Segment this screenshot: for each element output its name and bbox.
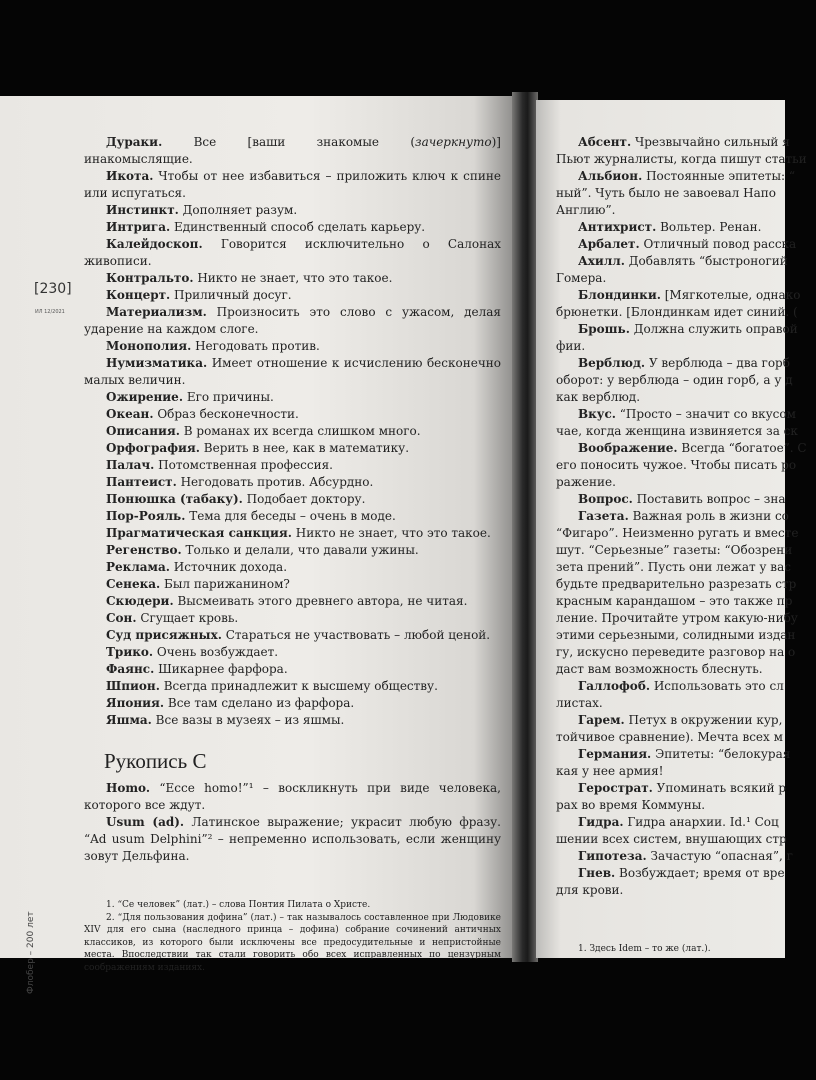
entry-term: Нумизматика. [106,356,208,370]
entry-text: Приличный досуг. [170,288,292,302]
dictionary-entry [556,355,816,372]
entry-text: Шикарнее фарфора. [154,662,288,676]
entry-text: Использовать это сл [650,679,784,693]
dictionary-entry [84,423,501,440]
right-page [536,100,807,958]
entry-text: Тема для беседы – очень в моде. [185,509,396,523]
dictionary-entry [84,270,501,287]
entry-term: Homo. [106,781,151,795]
dictionary-entry [84,593,501,610]
entry-text: Отличный повод расска [639,237,797,251]
dictionary-entry [556,882,816,899]
entry-term: Гарем. [578,713,625,727]
dictionary-entry [84,219,501,236]
entry-text: даст вам возможность блеснуть. [556,662,763,676]
dictionary-entry [84,661,501,678]
entry-text: В романах их всегда слишком много. [179,424,421,438]
dictionary-entry [556,593,816,610]
footnote: 1. Здесь Idem – то же (лат.). [578,944,711,954]
dictionary-entry [556,389,816,406]
entry-text: Источник дохода. [169,560,288,574]
dictionary-entry [84,542,501,559]
entry-term: Газета. [578,509,629,523]
entry-term: Суд присяжных. [106,628,222,642]
entry-text: Верить в нее, как в математику. [199,441,410,455]
entry-text: Всегда принадлежит к высшему обществу. [159,679,438,693]
entry-text: Негодовать против. Абсурдно. [176,475,374,489]
entry-text: Важная роль в жизни со [628,509,789,523]
entry-text: “Ecce homo!”¹ – воскликнуть при виде человека, которого все ждут. [84,781,501,812]
dictionary-entry [556,542,816,559]
dictionary-entry [556,644,816,661]
dictionary-entry [556,508,816,525]
entry-text: “Просто – значит со вкусом [615,407,796,421]
entry-term: Икота. [106,169,154,183]
entry-term: Прагматическая санкция. [106,526,292,540]
dictionary-entry [84,457,501,474]
entry-text: “Фигаро”. Неизменно ругать и вместе [556,526,799,540]
entry-text: гу, искусно переведите разговор на о [556,645,796,659]
entry-text: кая у нее армия! [556,764,664,778]
entry-term: Арбалет. [578,237,640,251]
entry-text: Петух в окружении кур, [624,713,783,727]
dictionary-entry [84,440,501,457]
entry-text: брюнетки. [Блондинкам идет синий. ( [556,305,798,319]
entry-text: шут. “Серьезные” газеты: “Обозрени [556,543,793,557]
entry-text: Дополняет разум. [178,203,298,217]
entry-term: Альбион. [578,169,643,183]
dictionary-entry [84,780,501,814]
entry-term: Сон. [106,611,137,625]
entry-text: Был парижанином? [160,577,290,591]
dictionary-entry [556,695,816,712]
footnotes [84,899,501,974]
dictionary-entry [84,695,501,712]
dictionary-entry [556,270,816,287]
entry-text: фии. [556,339,586,353]
section-entries [84,780,501,865]
entry-text: Всегда “богатое”. С [677,441,807,455]
dictionary-entry [556,287,816,304]
entry-text: Говорится исключительно о Салонах живописи. [84,237,501,268]
dictionary-entry [556,661,816,678]
dictionary-entry [84,202,501,219]
dictionary-entry [556,406,816,423]
dictionary-entry [84,287,501,304]
entry-text: ление. Прочитайте утром какую-нибу [556,611,798,625]
entry-term: Орфография. [106,441,200,455]
entry-term: Регенство. [106,543,182,557]
dictionary-entry [556,865,816,882]
entry-text: Чрезвычайно сильный я [631,135,790,149]
entry-term: Абсент. [578,135,632,149]
dictionary-entry [556,627,816,644]
entry-text: Латинское выражение; украсит любую фразу. “Ad usum Delphini”² – непременно использовать, если женщину зовут Дельфина. [84,815,501,863]
entry-term: Вопрос. [578,492,633,506]
entry-term: Ожирение. [106,390,183,404]
dictionary-entry [84,168,501,202]
entry-text: Должна служить оправой [629,322,798,336]
entry-text: Подобает доктору. [242,492,366,506]
entry-text: листах. [556,696,603,710]
entry-term: Гипотеза. [578,849,647,863]
entry-term: Верблюд. [578,356,646,370]
dictionary-entry [84,678,501,695]
entry-text: Зачастую “опасная”, г [646,849,793,863]
entry-term: Контральто. [106,271,194,285]
entry-term: Дураки. [106,135,163,149]
running-title: Флобер – 200 лет [26,911,36,994]
entry-text: чае, когда женщина извиняется за ск [556,424,798,438]
entry-text: Потомственная профессия. [154,458,333,472]
dictionary-entry [556,372,816,389]
entry-text: Никто не знает, что это такое. [291,526,491,540]
dictionary-entry [556,134,816,151]
dictionary-entry [84,491,501,508]
right-column [556,134,816,967]
entry-text: Негодовать против. [191,339,320,353]
dictionary-entry [556,729,816,746]
dictionary-entry [556,253,816,270]
entry-text: тойчивое сравнение). Мечта всех м [556,730,783,744]
dictionary-entry [556,712,816,729]
entry-text: зета прений”. Пусть они лежат у вас [556,560,791,574]
dictionary-entry [556,814,816,831]
dictionary-entry [84,355,501,389]
entry-term: Трико. [106,645,154,659]
dictionary-entry [84,389,501,406]
entry-term: Герострат. [578,781,653,795]
dictionary-entries [84,134,501,729]
entry-term: Реклама. [106,560,170,574]
entry-text: Его причины. [183,390,274,404]
entry-text: Поставить вопрос – зна [632,492,786,506]
entry-text: Все там сделано из фарфора. [164,696,355,710]
dictionary-entry [556,797,816,814]
entry-text: шении всех систем, внушающих стр [556,832,787,846]
dictionary-entry [84,304,501,338]
entry-text: Гомера. [556,271,607,285]
entry-term: Фаянс. [106,662,155,676]
section-heading: Рукопись C [104,749,207,773]
entry-term: Шпион. [106,679,160,693]
entry-text: Очень возбуждает. [153,645,279,659]
dictionary-entry [556,168,816,185]
dictionary-entry [84,712,501,729]
entry-term: Блондинки. [578,288,661,302]
entry-text-end: )] инакомыслящие. [84,135,501,166]
entry-term: Скюдери. [106,594,174,608]
entry-term: Гнев. [578,866,616,880]
dictionary-entry [84,236,501,270]
dictionary-entry [84,134,501,168]
entry-text: Гидра анархии. Id.¹ Соц [623,815,779,829]
footnote: 2. “Для пользования дофина” (лат.) – так называлось составленное при Людовике XIV для его сына (наследного принца – дофина) собрание сочинений античных классиков, из которого были исключены все предосудительные и непристойные места. Впоследствии так стали говорить обо всех исправленных по цензурным соображениям изданиях. [84,912,501,973]
dictionary-entry [84,627,501,644]
dictionary-entry [556,202,816,219]
book-gutter [512,92,538,962]
footnote: 1. “Се человек” (лат.) – слова Понтия Пилата о Христе. [106,900,371,910]
dictionary-entry [556,185,816,202]
entry-term: Гидра. [578,815,624,829]
entry-text: ный”. Чуть было не завоевал Напо [556,186,776,200]
entry-text: будьте предварительно разрезать стр [556,577,797,591]
entry-text: для крови. [556,883,624,897]
entry-text: Все [ваши знакомые ( [162,135,416,149]
entry-term: Океан. [106,407,154,421]
dictionary-entry [556,831,816,848]
dictionary-entry [84,610,501,627]
entry-term: Галлофоб. [578,679,650,693]
entry-text: Чтобы от нее избавиться – приложить ключ к спине или испугаться. [84,169,501,200]
entry-term: Описания. [106,424,180,438]
entry-text: его поносить чужое. Чтобы писать ро [556,458,797,472]
entry-text: оборот: у верблюда – один горб, а у д [556,373,793,387]
entry-term: Палач. [106,458,155,472]
entry-text: ражение. [556,475,616,489]
entry-text: красным карандашом – это также пр [556,594,793,608]
dictionary-entry [556,236,816,253]
entry-term: Калейдоскоп. [106,237,203,251]
dictionary-entry [556,304,816,321]
entry-term: Воображение. [578,441,678,455]
dictionary-entry [556,780,816,797]
entry-text: Все вазы в музеях – из яшмы. [151,713,345,727]
dictionary-entry [84,576,501,593]
entry-text: Образ бесконечности. [153,407,299,421]
entry-term: Германия. [578,747,652,761]
entry-term: Инстинкт. [106,203,179,217]
dictionary-entry [84,338,501,355]
entry-term: Сенека. [106,577,161,591]
entry-text: Произносить это слово с ужасом, делая ударение на каждом слоге. [84,305,501,336]
entry-term: Ахилл. [578,254,625,268]
entry-term: Антихрист. [578,220,657,234]
entry-term: Интрига. [106,220,171,234]
entry-text: этими серьезными, солидными издан [556,628,796,642]
dictionary-entry [84,814,501,865]
entry-term: Япония. [106,696,165,710]
entry-text: Имеет отношение к исчислению бесконечно малых величин. [84,356,501,387]
dictionary-entry [84,406,501,423]
dictionary-entry [556,440,816,457]
entry-text: как верблюд. [556,390,641,404]
entry-text: Единственный способ сделать карьеру. [170,220,426,234]
entry-text: Возбуждает; время от вре [615,866,785,880]
dictionary-entry [556,559,816,576]
dictionary-entry [556,746,816,763]
entry-term: Концерт. [106,288,171,302]
entry-term: Монополия. [106,339,192,353]
dictionary-entry [556,610,816,627]
dictionary-entry [556,525,816,542]
entry-text: Сгущает кровь. [136,611,239,625]
entry-text: У верблюда – два горб [645,356,790,370]
entry-term: Пор-Рояль. [106,509,186,523]
dictionary-entry [556,219,816,236]
dictionary-entry [556,576,816,593]
dictionary-entry [556,763,816,780]
entry-text: рах во время Коммуны. [556,798,706,812]
entry-term: Материализм. [106,305,207,319]
entry-text: [Мягкотелые, однако [660,288,801,302]
entry-text: Стараться не участвовать – любой ценой. [221,628,491,642]
entry-text: Высмеивать этого древнего автора, не читая. [173,594,468,608]
entry-term: Пантеист. [106,475,177,489]
entry-term: Яшма. [106,713,152,727]
dictionary-entry [556,423,816,440]
entry-italic: зачеркнуто [415,135,492,149]
entry-text: Англию”. [556,203,616,217]
entry-text: Пьют журналисты, когда пишут статьи [556,152,807,166]
dictionary-entry [84,525,501,542]
left-column [84,134,501,974]
page-number: [230] [34,281,72,297]
entry-text: Вольтер. Ренан. [656,220,762,234]
dictionary-entry [556,151,816,168]
dictionary-entry [84,559,501,576]
dictionary-entry [556,678,816,695]
entry-text: Только и делали, что давали ужины. [181,543,419,557]
entry-text: Упоминать всякий р [652,781,787,795]
entry-term: Usum (ad). [106,815,185,829]
issue-label: ИЛ 12/2021 [35,309,65,315]
entry-term: Понюшка (табаку). [106,492,243,506]
dictionary-entry [556,491,816,508]
entry-term: Брошь. [578,322,630,336]
entry-text: Добавлять “быстроногий [624,254,788,268]
dictionary-entry [556,457,816,474]
dictionary-entry [84,508,501,525]
entry-text: Постоянные эпитеты: “ [642,169,796,183]
dictionary-entry [556,321,816,338]
entry-term: Вкус. [578,407,616,421]
dictionary-entry [556,474,816,491]
dictionary-entry [556,338,816,355]
dictionary-entry [556,848,816,865]
dictionary-entry [84,644,501,661]
entry-text: Эпитеты: “белокурая [651,747,791,761]
entry-text: Никто не знает, что это такое. [193,271,393,285]
dictionary-entry [84,474,501,491]
